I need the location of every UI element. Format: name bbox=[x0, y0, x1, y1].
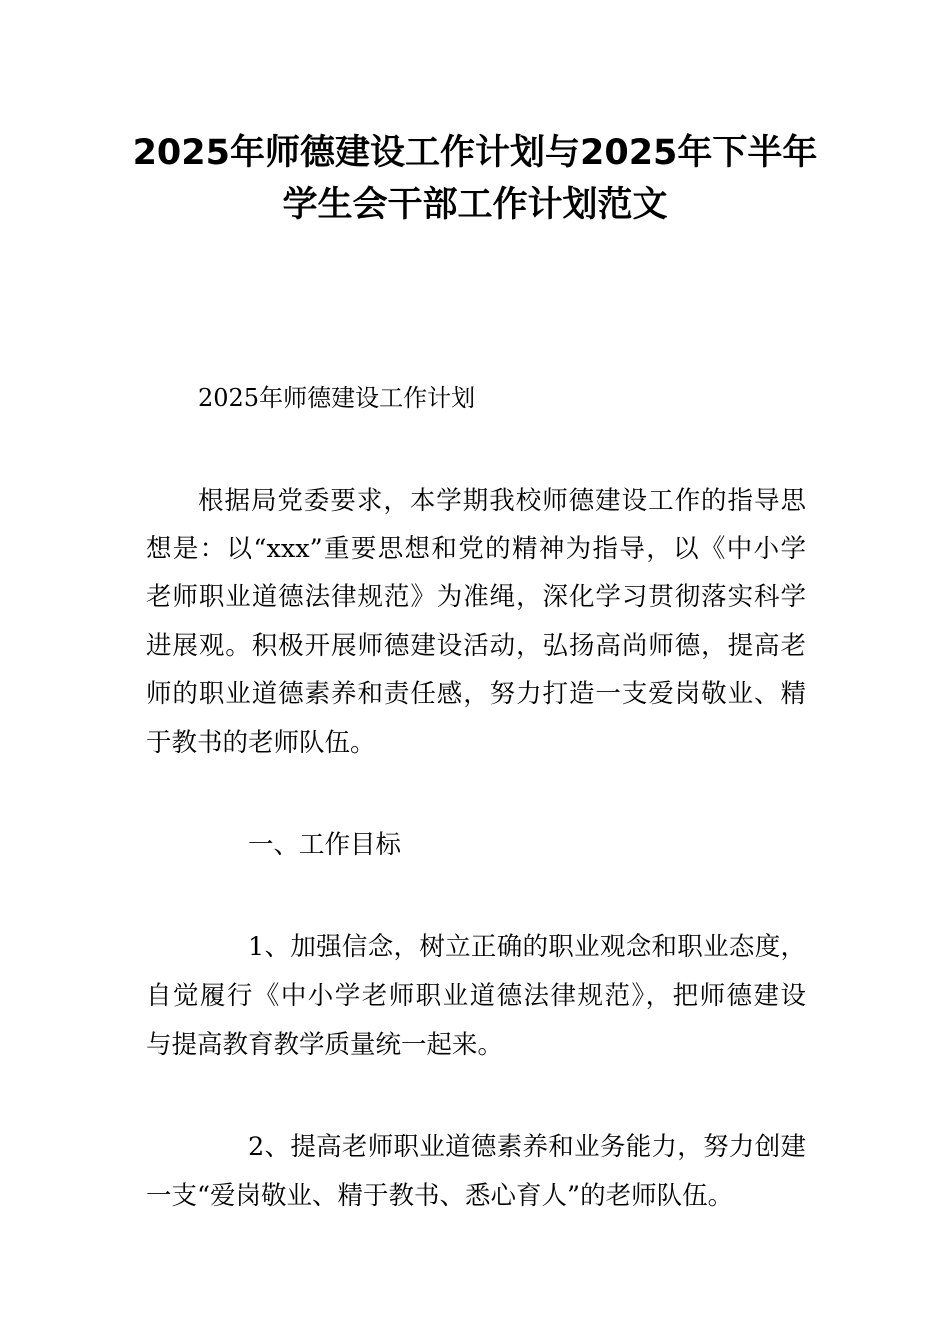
section-title: 2025年师德建设工作计划 bbox=[198, 384, 476, 412]
intro-line-3: 老师职业道德法律规范》为准绳，深化学习贯彻落实科学 bbox=[146, 582, 806, 612]
intro-line-6: 于教书的老师队伍。 bbox=[146, 728, 376, 758]
item1-line-2: 自觉履行《中小学老师职业道德法律规范》，把师德建设 bbox=[146, 981, 806, 1011]
document-title-line-1: 2025年师德建设工作计划与2025年下半年 bbox=[132, 133, 818, 173]
heading-work-goals: 一、工作目标 bbox=[248, 830, 402, 860]
item2-line-1: 2、提高老师职业道德素养和业务能力，努力创建 bbox=[248, 1132, 806, 1162]
intro-line-5: 师的职业道德素养和责任感，努力打造一支爱岗敬业、精 bbox=[146, 679, 806, 709]
item2-line-2: 一支“爱岗敬业、精于教书、悉心育人”的老师队伍。 bbox=[146, 1181, 734, 1211]
intro-line-2: 想是：以“xxx”重要思想和党的精神为指导，以《中小学 bbox=[146, 534, 806, 564]
item1-line-3: 与提高教育教学质量统一起来。 bbox=[146, 1030, 504, 1060]
intro-line-4: 进展观。积极开展师德建设活动，弘扬高尚师德，提高老 bbox=[146, 631, 806, 661]
document-title-line-2: 学生会干部工作计划范文 bbox=[282, 185, 668, 225]
intro-line-1: 根据局党委要求，本学期我校师德建设工作的指导思 bbox=[198, 486, 806, 516]
item1-line-1: 1、加强信念，树立正确的职业观念和职业态度， bbox=[248, 932, 806, 962]
